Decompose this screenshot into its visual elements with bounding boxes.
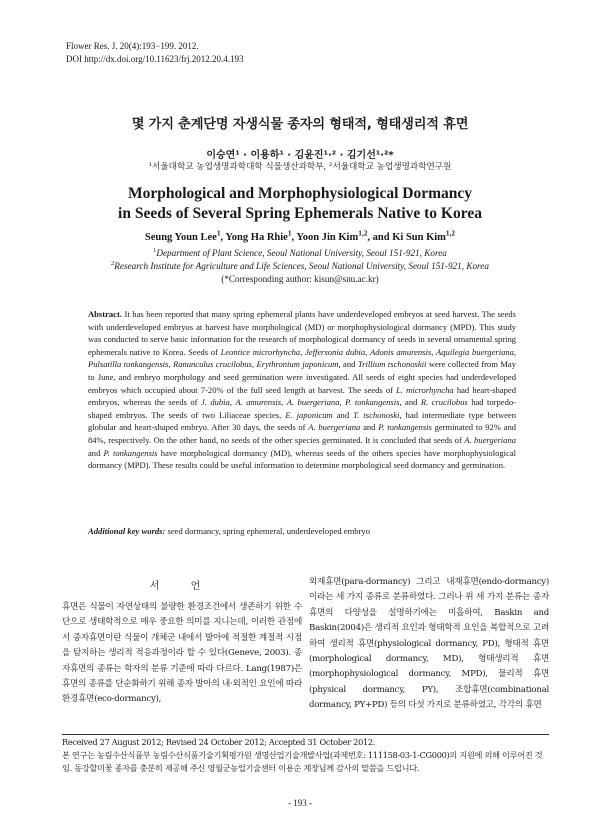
affiliation-1: $^1$Department of Plant Science, Seoul National University, Seoul 151-921, Korea	[153, 246, 447, 258]
funding-note: 본 연구는 농림수산식품부 농림수산식품기술기획평가원 생명산업기술개발사업(과제번호: 111158-03-1-CG000)의 지원에 의해 이루어진 것임. 동강할미꽃 종자를 충분히 제공해 주신 영월군농업기술센터 이용순 계장님께 감사의 말씀을 드립니다.	[62, 750, 543, 773]
journal-citation	[66, 40, 244, 66]
english-affiliations	[0, 247, 600, 286]
english-title	[0, 184, 600, 224]
footnote-divider	[62, 734, 549, 735]
section-heading-introduction: 서 언	[149, 581, 215, 592]
doi-line: DOI http://dx.doi.org/10.11623/frj.2012.20.4.193	[66, 54, 244, 64]
korean-authors: 이승연¹ · 이용하¹ · 김윤진¹·² · 김기선¹·²*	[206, 150, 394, 161]
received-dates: Received 27 August 2012; Revised 24 October 2012; Accepted 31 October 2012.	[62, 737, 376, 747]
corresponding-author: (*Corresponding author: kisun@snu.ac.kr)	[221, 274, 379, 284]
keywords	[88, 526, 516, 536]
author-sup: 1,2	[358, 228, 368, 238]
author-sup: 1	[287, 228, 292, 238]
affiliation-2: $^2$Research Institute for Agriculture and Life Sciences, Seoul National University, Seoul 151-921, Korea	[111, 259, 489, 271]
author-name: Yong Ha Rhie	[225, 232, 288, 243]
left-column-text	[62, 578, 302, 708]
english-title-line-1: Morphological and Morphophysiological Dormancy	[127, 185, 473, 202]
korean-title: 몇 가지 춘계단명 자생식물 종자의 형태적, 형태생리적 휴면	[131, 117, 469, 132]
abstract: Abstract. It has been reported that many spring ephemeral plants have underdeveloped embryos at seed harvest. The seeds with underdeveloped embryos at harvest have morphological (MD) or morphophysiological dormancy (MPD). This study was conducted to serve basic information for the research of morphological dormancy of seeds in several ornamental spring ephemerals native to Korea. Seeds of Leontice microrhyncha, Jeffersonia dubia, Adonis amurensis, Aquilegia buergeriana, Pulsatilla tonkangensis, Ranunculus crucilobus, Erythronium japonicum, and Trillium tschonoskii were collected from May to June, and embryo morphology and seed germination were investigated. All seeds of eight species had underdeveloped embryos which occupied about 7-20% of the full seed length at harvest. The seeds of L. microrhyncha had heart-shaped embryos, whereas the seeds of J. dubia, A. amurensis, A. buergeriana, P. tonkangensis, and R. crucilobus had torpedo-shaped embryos. The seeds of two Liliaceae species, E. japonicum and T. tschonoski, had intermediate type between globular and heart-shaped embryo. After 30 days, the seeds of A. buergeriana and P. tonkangensis germinated to 92% and 84%, respectively. On the other hand, no seeds of the other species germinated. It is concluded that seeds of A. buergeriana and P. tonkangensis have morphological dormancy (MD), whereas seeds of the others species have morphophysiological dormancy (MPD). These results could be useful information to determine morphological seed dormancy and germination.	[88, 309, 517, 471]
author-sup: 1,2	[445, 228, 456, 238]
author-sup: 1	[216, 228, 221, 238]
page-number: - 193 -	[288, 798, 312, 808]
korean-affiliations: ¹서울대학교 농업생명과학대학 식물생산과학부, ²서울대학교 농업생명과학연구원	[148, 162, 452, 172]
journal-citation-line: Flower Res. J. 20(4):193−199. 2012.	[66, 41, 199, 51]
author-name: Ki Sun Kim	[392, 232, 446, 243]
footnote	[62, 736, 549, 775]
english-title-line-2: in Seeds of Several Spring Ephemerals Native to Korea	[118, 205, 482, 222]
author-name: Seung Youn Lee	[144, 232, 217, 243]
keywords-label: Additional key words:	[88, 526, 166, 536]
keywords-text: seed dormancy, spring ephemeral, underdeveloped embryo	[165, 526, 371, 536]
right-column-text: 외재휴면(para-dormancy) 그리고 내재휴면(endo-dormancy)이라는 세 가지 종류로 분류하였다. 그러나 위 세 가지 분류는 종자휴면의 다양성을 설명하기에는 미흡하여, Baskin and Baskin(2004)은 생리적 요인과 형태학적 요인을 복합적으로 고려하여 생리적 휴면(physiological dormancy, PD), 형태적 휴면(morphological dormancy, MD), 형태생리적 휴면(morphophysiological dormancy, MPD), 물리적 휴면(physical dormancy, PY), 조합휴면(combinational dormancy, PY+PD) 등의 다섯 가지로 분류하였고, 각각의 휴면	[309, 577, 549, 711]
author-name: Yoon Jin Kim	[296, 232, 359, 243]
abstract-label: Abstract.	[88, 309, 122, 319]
left-column-body: 휴면은 식물이 자연상태의 불량한 환경조건에서 생존하기 위한 수단으로 생태학적으로 매우 중요한 의미를 지니는데, 이러한 관점에서 종자휴면이란 식물이 개체군 내에서 발아에 적절한 계절적 시점을 탐지하는 생리적 적응과정이라 할 수 있다(Geneve, 2003). 종자휴면의 종류는 학자의 분류 기준에 따라 다르다. Lang(1987)은 휴면의 종류를 단순화하기 위해 종자 발아의 내·외적인 요인에 따라 환경휴면(eco-dormancy),	[62, 602, 302, 705]
english-authors: Seung Youn Lee$^1$, Yong Ha Rhie$^1$, Yoon Jin Kim$^{1,2}$, and Ki Sun Kim$^{1,2}$	[144, 228, 456, 243]
author-conjunction: and	[372, 232, 390, 243]
